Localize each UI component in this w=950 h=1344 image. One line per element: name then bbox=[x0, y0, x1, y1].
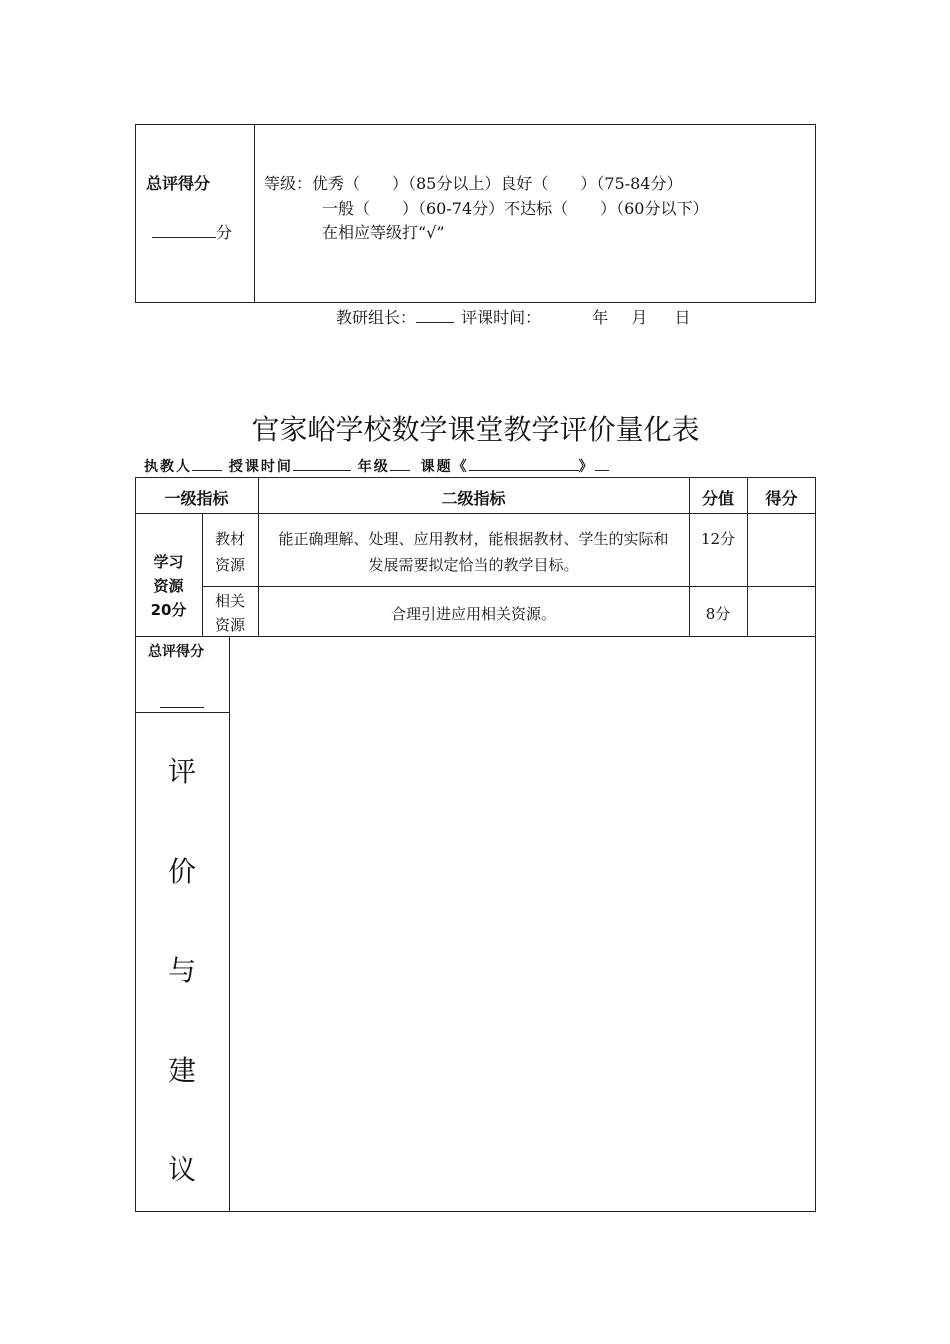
topic-close: 》 bbox=[578, 459, 595, 475]
col-header-points: 分值 bbox=[701, 489, 734, 508]
category-line-1: 学习 bbox=[153, 553, 184, 571]
form-title: 官家峪学校数学课堂教学评价量化表 bbox=[251, 413, 700, 446]
top-score-field[interactable] bbox=[152, 220, 232, 243]
time-label: 评课时间： bbox=[461, 308, 542, 327]
row2-description: 合理引进应用相关资源。 bbox=[390, 605, 556, 623]
row1-sub-label bbox=[202, 526, 258, 578]
grade-label: 年级 bbox=[357, 459, 390, 475]
col-header-score: 得分 bbox=[765, 489, 798, 508]
lesson-time-label: 授课时间 bbox=[228, 459, 293, 475]
category-line-3: 20分 bbox=[150, 601, 187, 619]
teacher-label: 执教人 bbox=[144, 459, 192, 475]
row1-sub-line-1: 教材 bbox=[214, 530, 245, 548]
header-fields bbox=[144, 456, 609, 476]
eval-char-5: 议 bbox=[167, 1153, 196, 1186]
eval-char-4: 建 bbox=[167, 1053, 196, 1087]
leader-label: 教研组长： bbox=[336, 308, 417, 327]
evaluation-suggestion-area[interactable] bbox=[231, 638, 814, 1210]
month-label: 月 bbox=[631, 308, 648, 327]
grade-field[interactable] bbox=[390, 458, 410, 471]
top-table-divider bbox=[254, 124, 255, 303]
lesson-time-field[interactable] bbox=[293, 458, 351, 471]
eval-char-1: 评 bbox=[167, 755, 196, 788]
row1-score-cell[interactable] bbox=[748, 514, 815, 585]
eval-char-2: 价 bbox=[167, 854, 196, 888]
signature-line bbox=[336, 305, 690, 328]
row1-desc-line-2: 发展需要拟定恰当的教学目标。 bbox=[368, 556, 579, 574]
grade-line-1: 等级：优秀（ ）（85分以上）良好（ ）（75-84分） bbox=[264, 174, 683, 193]
row2-sub-line-2: 资源 bbox=[214, 616, 245, 634]
row2-sub-line-1: 相关 bbox=[214, 592, 245, 610]
grade-line-3: 在相应等级打“√” bbox=[322, 223, 445, 242]
row2-points: 8分 bbox=[705, 605, 731, 623]
topic-label: 课题《 bbox=[420, 459, 469, 475]
row1-points: 12分 bbox=[700, 530, 736, 548]
eval-char-3: 与 bbox=[167, 954, 196, 987]
score-unit: 分 bbox=[216, 223, 233, 242]
grade-line-2: 一般（ ）（60-74分）不达标（ ）（60分以下） bbox=[322, 199, 709, 218]
leader-field[interactable] bbox=[416, 306, 454, 323]
teacher-field[interactable] bbox=[192, 458, 222, 471]
category-cell bbox=[135, 550, 202, 622]
bottom-total-label: 总评得分 bbox=[148, 644, 204, 660]
category-line-2: 资源 bbox=[153, 577, 184, 595]
row1-description bbox=[258, 526, 689, 578]
row1-sub-line-2: 资源 bbox=[214, 556, 245, 574]
row2-score-cell[interactable] bbox=[748, 587, 815, 635]
top-total-label: 总评得分 bbox=[146, 174, 211, 193]
col-header-level1: 一级指标 bbox=[164, 489, 229, 508]
bottom-total-field[interactable] bbox=[160, 693, 204, 708]
day-label: 日 bbox=[674, 308, 691, 327]
row1-desc-line-1: 能正确理解、处理、应用教材，能根据教材、学生的实际和 bbox=[278, 530, 669, 548]
col-header-level2: 二级指标 bbox=[441, 489, 506, 508]
topic-field[interactable] bbox=[469, 458, 579, 471]
evaluation-vertical-label bbox=[135, 722, 229, 1220]
year-label: 年 bbox=[592, 308, 609, 327]
row2-sub-label bbox=[202, 589, 258, 637]
